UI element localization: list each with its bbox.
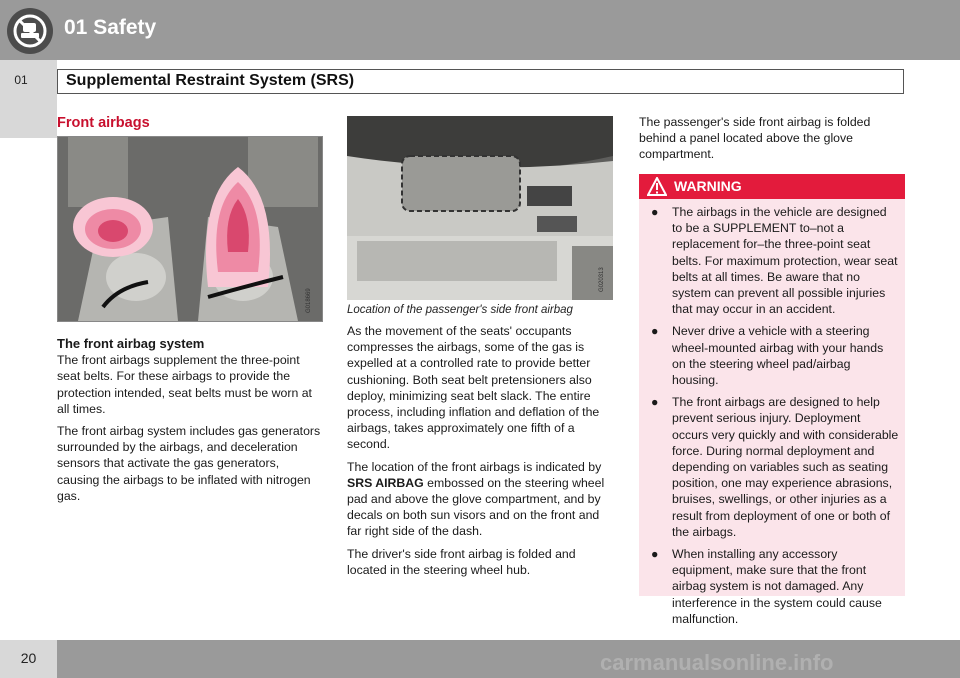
warning-triangle-icon (647, 177, 667, 196)
figure-caption: Location of the passenger's side front airbag (347, 304, 573, 316)
warning-item (647, 323, 899, 388)
section-title-bar (57, 69, 904, 94)
bullet-icon: ● (651, 395, 659, 410)
paragraph: The front airbag system includes gas generators surrounded by the airbags, and deceleration sensors that activate the gas generators, causing the airbags to be inflated with nitrogen gas. (57, 424, 321, 503)
paragraph-text: embossed on the steering wheel pad and above the glove compartment, and by decals on both sun visors and on the front and far right side of the dash. (347, 475, 605, 539)
right-intro-text (639, 114, 909, 169)
warning-item (647, 204, 899, 317)
paragraph: The passenger's side front airbag is folded behind a panel located above the glove compartment. (639, 115, 871, 162)
side-tab-label: 01 (14, 73, 28, 87)
middle-column-text (347, 323, 615, 584)
airbag-deployment-illustration (57, 136, 323, 322)
no-child-seat-icon (7, 8, 53, 54)
dashboard-illustration (347, 116, 613, 300)
figure-id: G018669 (306, 288, 312, 313)
paragraph-text: The location of the front airbags is indicated by (347, 459, 602, 474)
page-number-box (0, 640, 57, 678)
left-column-text (57, 336, 323, 510)
page-number: 20 (20, 650, 37, 666)
warning-title: WARNING (674, 178, 742, 194)
paragraph: The driver's side front airbag is folded and located in the steering wheel hub. (347, 546, 576, 577)
watermark: carmanualsonline.info (600, 650, 834, 675)
warning-item (647, 394, 899, 540)
warning-item (647, 546, 899, 627)
warning-box (639, 174, 905, 626)
warning-item-text: Never drive a vehicle with a steering wheel-mounted airbag with your hands on the steering wheel pad/airbag housing. (672, 324, 884, 388)
bullet-icon: ● (651, 205, 659, 219)
section-title: Supplemental Restraint System (SRS) (66, 72, 355, 89)
srs-airbag-label: SRS AIRBAG (347, 475, 424, 490)
figure-id: G020313 (599, 267, 605, 292)
paragraph: The front airbags supplement the three-point seat belts. For these airbags to provide the protection intended, seat belts must be worn at all times. (57, 353, 312, 416)
warning-list (647, 204, 899, 633)
warning-header (639, 174, 905, 199)
bullet-icon: ● (651, 547, 659, 562)
chapter-title: 01 Safety (64, 16, 157, 39)
warning-item-text: The front airbags are designed to help prevent serious injury. Deployment occurs very quickly and with considerable force. During normal deployment and depending on variables such as seating position, one may experience abrasions, bruises, swellings, or other injuries as a result from deployment of one or both of the airbags. (672, 395, 899, 539)
front-airbags-heading: Front airbags (57, 115, 150, 131)
warning-item-text: The airbags in the vehicle are designed to be a SUPPLEMENT to–not a replacement for–the three-point seat belts. For maximum protection, wear seat belts at all times. Be aware that no system can prevent all possible injuries that may occur in an accident. (672, 205, 898, 317)
warning-item-text: When installing any accessory equipment, make sure that the front airbag system is not damaged. Any interference in the system could cause malfunction. (672, 547, 882, 626)
front-airbag-system-subheading: The front airbag system (57, 336, 205, 351)
paragraph: As the movement of the seats' occupants compresses the airbags, some of the gas is expelled at a controlled rate to provide better cushioning. Both seat belt pretensioners also deploy, minimizing seat belt slack. The entire process, including inflation and deflation of the airbags, takes approximately one fifth of a second. (347, 324, 600, 452)
paragraph (347, 459, 615, 540)
bullet-icon: ● (651, 324, 659, 339)
chapter-header (0, 0, 960, 60)
chapter-side-tab (0, 60, 57, 138)
